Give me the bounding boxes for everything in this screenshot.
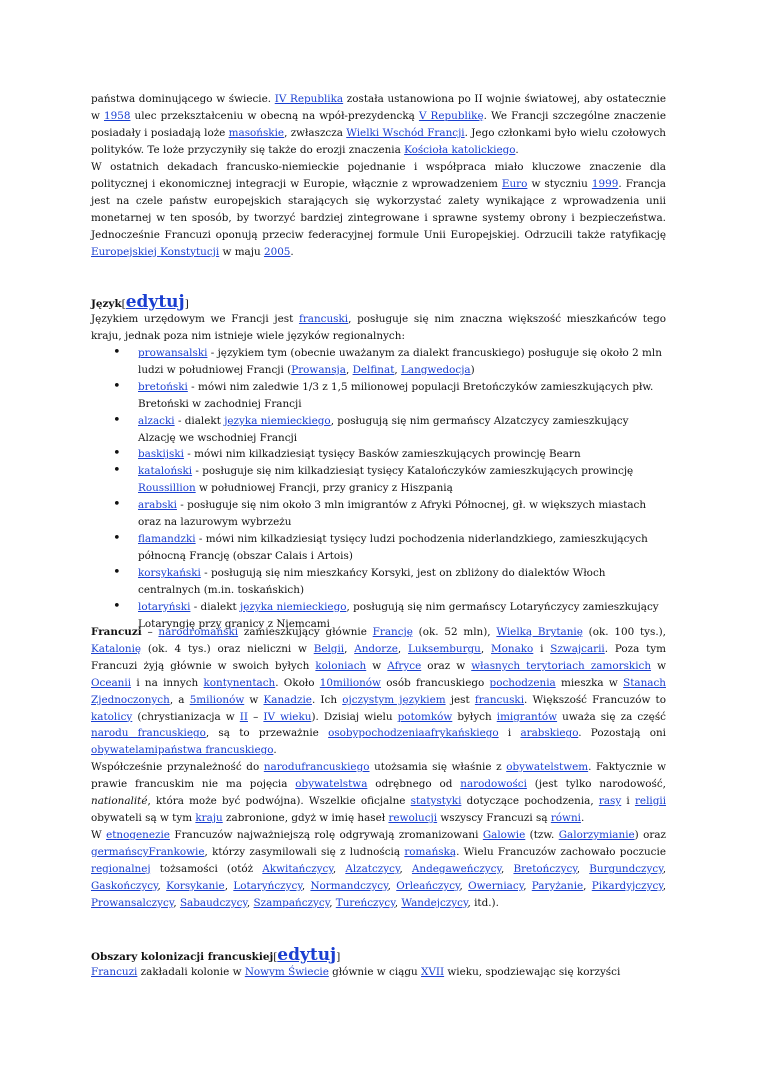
separator: , xyxy=(523,879,532,892)
text: byłych xyxy=(452,710,497,723)
text: państwa dominującego w świecie. xyxy=(91,93,275,105)
link-francuski[interactable]: francuski xyxy=(298,313,349,325)
text: - posługuje się nim około 3 mln imigrantów z Afryki Północnej, gł. w większych miastach oraz na lazurowym wybrzeżu xyxy=(138,499,647,529)
heading-obszary-kolonizacji xyxy=(91,946,340,966)
list-item xyxy=(91,463,666,497)
link-imigranci[interactable]: imigrantów xyxy=(496,710,558,723)
link-europejska-konstytucja[interactable]: Europejskiej Konstytucji xyxy=(91,245,220,258)
link-region-group[interactable]: Sabaudczycy xyxy=(179,896,247,909)
text: i xyxy=(621,794,635,807)
text: , posługuje się nim znaczna większość mieszkańców tego kraju, jednak poza nim istnieje wiele języków regionalnych: xyxy=(91,313,667,342)
text: w xyxy=(244,693,264,706)
link-galorzymianie[interactable]: Galorzymianie xyxy=(558,829,635,841)
link-szwajcaria[interactable]: Szwajcarii xyxy=(550,642,605,655)
text: została ustanowiona po II wojnie światowej, aby ostatecznie w xyxy=(91,93,666,122)
link-francuzi[interactable]: Francuzi xyxy=(91,966,138,978)
text: . xyxy=(290,245,294,258)
text: oraz w xyxy=(421,659,472,672)
link-euro[interactable]: Euro xyxy=(501,177,528,190)
text: (jest tylko narodowość, xyxy=(526,777,666,790)
link-narod-francuski[interactable]: narodufrancuskiego xyxy=(263,761,370,773)
text: , xyxy=(344,642,355,655)
edit-link-obszary-kolonizacji[interactable]: edytuj xyxy=(277,945,337,965)
link-region-group[interactable]: Szampańczycy xyxy=(253,896,330,909)
paragraph-integration xyxy=(91,159,666,260)
text: , xyxy=(394,363,401,376)
text: zakładali kolonie w xyxy=(137,966,245,978)
list-item xyxy=(91,413,666,447)
text: (ok. 4 tys.) oraz nieliczni w xyxy=(141,642,314,655)
text: , itd.). xyxy=(467,896,499,909)
text: dotyczące pochodzenia, xyxy=(461,794,599,807)
paragraph-languages-intro xyxy=(91,311,666,345)
link-etnogeneza[interactable]: etnogenezie xyxy=(106,829,170,841)
text: w xyxy=(366,659,388,672)
edit-link-jezyk[interactable]: edytuj xyxy=(125,292,185,312)
link-roussillion[interactable]: Roussillion xyxy=(138,482,196,495)
separator: , xyxy=(301,879,311,892)
link-5-milionow[interactable]: 5milionów xyxy=(189,693,245,706)
link-narodowosc[interactable]: narodowości xyxy=(460,777,527,790)
list-item xyxy=(91,446,666,463)
text: . Jego członkami było wielu czołowych polityków. Te loże przyczyniły się także do erozji znaczenia xyxy=(91,126,666,156)
separator: , xyxy=(500,862,514,875)
text: utożsamia się właśnie z xyxy=(369,761,507,773)
list-item xyxy=(91,497,666,531)
link-katalonia[interactable]: Katalonię xyxy=(91,642,142,655)
link-oceania[interactable]: Oceanii xyxy=(91,676,132,689)
link-masonskie[interactable]: masońskie xyxy=(228,126,285,139)
text: Językiem urzędowym we Francji jest xyxy=(91,313,299,325)
link-prowansalski[interactable]: prowansalski xyxy=(138,347,208,359)
link-region-group[interactable]: Akwitańczycy xyxy=(262,862,333,875)
paragraph-ethnogenesis xyxy=(91,827,666,912)
link-nowy-swiat[interactable]: Nowym Świecie xyxy=(244,966,329,978)
text: - mówi nim zaledwie 1/3 z 1,5 milionowej populacji Bretończyków zamieszkujących płw. Bretoński w zachodniej Francji xyxy=(138,380,654,410)
text: zabronione, gdyż w imię haseł xyxy=(222,811,389,824)
heading-title: Obszary kolonizacji francuskiej xyxy=(91,951,274,963)
link-arabski[interactable]: arabski xyxy=(138,499,177,512)
link-germanscy-frankowie[interactable]: germańscyFrankowie xyxy=(91,845,205,858)
text: i xyxy=(533,642,551,655)
link-region-group[interactable]: Korsykanie xyxy=(166,879,225,892)
separator: , xyxy=(576,862,590,875)
text: jest xyxy=(445,693,475,706)
text: W ostatnich dekadach francusko-niemieckie pojednanie i współpraca miało kluczowe znaczenie dla politycznej i ekonomicznej integracji w Europie, włącznie z wprowadzeniem xyxy=(91,161,666,190)
link-region-group[interactable]: Pikardyjczycy xyxy=(591,879,663,892)
text: , zwłaszcza xyxy=(284,126,347,139)
text: ulec przekształceniu w obecną na wpół-prezydencką xyxy=(130,109,419,122)
text: i na innych xyxy=(131,676,204,689)
link-obywatele-francji[interactable]: obywatelamipaństwa francuskiego xyxy=(91,744,274,757)
text: Francuzów najważniejszą rolę odgrywają zromanizowani xyxy=(169,829,483,841)
link-kosciol-katolicki[interactable]: Kościoła katolickiego xyxy=(404,143,516,156)
link-andora[interactable]: Andorze xyxy=(354,642,398,655)
link-belgia[interactable]: Belgii xyxy=(313,642,345,655)
text: . Pozostają oni xyxy=(578,727,666,740)
text: , są to przeważnie xyxy=(205,727,329,740)
text: ). Dzisiaj wielu xyxy=(311,710,398,723)
link-v-republika[interactable]: V Republikę xyxy=(418,109,484,122)
link-flamandzki[interactable]: flamandzki xyxy=(138,532,196,545)
bracket: ] xyxy=(184,298,189,310)
link-rasy[interactable]: rasy xyxy=(598,794,622,807)
text: wszyscy Francuzi są xyxy=(437,811,551,824)
link-narod-francuski[interactable]: narodu francuskiego xyxy=(91,727,206,740)
link-terytoria-zamorskie[interactable]: własnych terytoriach zamorskich xyxy=(471,659,652,672)
text: (ok. 100 tys.), xyxy=(582,626,666,638)
link-jezyk-niemiecki[interactable]: języka niemieckiego xyxy=(224,414,331,427)
text: – xyxy=(248,710,264,723)
text: , xyxy=(480,642,491,655)
link-arabskie[interactable]: arabskiego xyxy=(520,727,579,740)
list-item xyxy=(91,565,666,599)
text: (tzw. xyxy=(525,829,559,841)
link-iv-wiek[interactable]: IV wieku xyxy=(263,710,312,723)
text: - dialekt xyxy=(174,414,225,427)
separator: , xyxy=(662,862,667,875)
text: , xyxy=(345,363,353,376)
link-region-group[interactable]: Prowansalczycy xyxy=(91,896,174,909)
text: wieku, spodziewając się korzyści xyxy=(444,966,621,978)
text: . xyxy=(273,744,277,757)
text: tożsamości (otóż xyxy=(150,862,263,875)
text: , posługują się nim germańscy Lotaryńczycy zamieszkujący Lotaryngię przy granicy z Niemcami xyxy=(138,600,659,630)
link-region-group[interactable]: Alzatczycy xyxy=(345,862,400,875)
link-kontynenty[interactable]: kontynentach xyxy=(203,676,276,689)
link-luksemburg[interactable]: Luksemburgu xyxy=(408,642,481,655)
text: . Ich xyxy=(311,693,343,706)
text: - mówi nim kilkadziesiąt tysięcy Basków zamieszkujących prowincję Bearn xyxy=(183,448,581,461)
link-jezyk-niemiecki[interactable]: języka niemieckiego xyxy=(239,600,347,613)
link-obywatelstwo[interactable]: obywatelstwa xyxy=(295,777,368,790)
link-delfinat[interactable]: Delfinat xyxy=(352,363,395,376)
text: . xyxy=(515,143,519,156)
text: uważa się za część xyxy=(557,710,666,723)
text: . We Francji szczególne znaczenie posiadały i posiadają loże xyxy=(91,109,666,139)
text: - językiem tym (obecnie uważanym za dialekt francuskiego) posługuje się około 2 mln ludzi w południowej Francji ( xyxy=(138,347,662,376)
text: odrębnego od xyxy=(367,777,461,790)
text: w xyxy=(651,659,666,672)
link-region-group[interactable]: Gaskończycy xyxy=(91,879,158,892)
heading-jezyk xyxy=(91,293,189,313)
text: . Faktycznie w prawie francuskim nie ma pojęcia xyxy=(91,761,666,790)
text: , xyxy=(397,642,408,655)
text: w maju xyxy=(219,245,264,258)
link-francja[interactable]: Francję xyxy=(372,626,413,638)
link-katolicy[interactable]: katolicy xyxy=(91,710,133,723)
text: - dialekt xyxy=(190,600,240,613)
list-item xyxy=(91,379,666,413)
link-galowie[interactable]: Galowie xyxy=(482,829,526,841)
text: ) oraz xyxy=(634,829,667,841)
link-region-group[interactable]: Burgundczycy xyxy=(589,862,663,875)
link-ojczysty-jezyk[interactable]: ojczystym językiem xyxy=(342,693,446,706)
link-kraj[interactable]: kraju xyxy=(195,811,223,824)
link-region-group[interactable]: Tureńczycy xyxy=(335,896,395,909)
separator: , xyxy=(399,862,412,875)
link-region-group[interactable]: Owerniacy xyxy=(468,879,524,892)
link-region-group[interactable]: Bretończycy xyxy=(513,862,577,875)
separator: , xyxy=(246,896,254,909)
link-iv-republika[interactable]: IV Republika xyxy=(274,93,344,105)
link-francuski[interactable]: francuski xyxy=(474,693,525,706)
list-item xyxy=(91,531,666,565)
text: osób francuskiego xyxy=(380,676,490,689)
link-regionalna[interactable]: regionalnej xyxy=(91,862,151,875)
text: - mówi nim kilkadziesiąt tysięcy ludzi pochodzenia niderlandzkiego, zamieszkujących północną Francję (obszar Calais i Artois) xyxy=(138,532,648,562)
link-wielka-brytania[interactable]: Wielką Brytanię xyxy=(496,626,583,638)
separator: , xyxy=(662,879,667,892)
text: mieszka w xyxy=(555,676,624,689)
link-rewolucja[interactable]: rewolucji xyxy=(388,811,438,824)
link-baskijski[interactable]: baskijski xyxy=(138,448,184,461)
list-item xyxy=(91,345,666,379)
paragraph-citizenship xyxy=(91,759,666,827)
link-alzacki[interactable]: alzacki xyxy=(138,414,175,427)
text: , a xyxy=(169,693,190,706)
link-obywatelstwo[interactable]: obywatelstwem xyxy=(506,761,589,773)
text: , posługują się nim germańscy Alzatczycy zamieszkujący Alzację we wschodniej Francji xyxy=(138,414,629,444)
text: . Większość Francuzów to xyxy=(524,693,666,706)
term-nationalite: nationalité xyxy=(91,794,148,807)
link-1958[interactable]: 1958 xyxy=(103,109,131,122)
link-wielki-wschod-francji[interactable]: Wielki Wschód Francji xyxy=(346,126,465,139)
text: w styczniu xyxy=(527,177,592,190)
link-statystyki[interactable]: statystyki xyxy=(410,794,462,807)
text: (chrystianizacja w xyxy=(132,710,240,723)
heading-title: Język xyxy=(91,298,122,310)
regional-languages-list xyxy=(91,345,666,632)
link-romanska[interactable]: romańską xyxy=(404,845,457,858)
text: . Wielu Francuzów zachowało poczucie xyxy=(456,845,666,858)
link-region-group[interactable]: Lotaryńczycy xyxy=(233,879,302,892)
text: w południowej Francji, przy granicy z Hiszpanią xyxy=(195,482,453,495)
link-korsykanski[interactable]: korsykański xyxy=(138,566,201,579)
text: (ok. 52 mln), xyxy=(412,626,497,638)
bracket: ] xyxy=(336,951,341,963)
link-region-group[interactable]: Paryżanie xyxy=(531,879,584,892)
link-region-group[interactable]: Orleańczycy xyxy=(396,879,460,892)
separator: , xyxy=(329,896,336,909)
link-afryka[interactable]: Afryce xyxy=(387,659,422,672)
link-rowni[interactable]: równi xyxy=(550,811,581,824)
link-1999[interactable]: 1999 xyxy=(591,177,619,190)
text: . Około xyxy=(275,676,320,689)
text: W xyxy=(91,829,107,841)
link-ii-wiek[interactable]: II xyxy=(239,710,248,723)
link-lotarynski[interactable]: lotaryński xyxy=(138,600,191,613)
link-pochodzenie-afrykanskie[interactable]: osobypochodzeniaafrykańskiego xyxy=(328,727,499,740)
paragraph-francuzi xyxy=(91,624,666,759)
text: - posługują się nim mieszkańcy Korsyki, jest on zbliżony do dialektów Włoch centralnych (m.in. toskańskich) xyxy=(138,566,606,596)
link-katalonski[interactable]: kataloński xyxy=(138,465,193,478)
separator: , xyxy=(394,896,402,909)
separator: , xyxy=(332,862,346,875)
text: zamieszkujący głównie xyxy=(238,626,373,638)
text: . xyxy=(580,811,585,824)
link-monako[interactable]: Monako xyxy=(490,642,534,655)
text: i xyxy=(498,727,521,740)
text: Współcześnie przynależność do xyxy=(91,761,264,773)
link-bretonski[interactable]: bretoński xyxy=(138,380,188,393)
link-10-milionow[interactable]: 10milionów xyxy=(319,676,381,689)
separator: , xyxy=(173,896,180,909)
paragraph-republics xyxy=(91,91,666,159)
link-pochodzenie[interactable]: pochodzenia xyxy=(489,676,556,689)
link-kanada[interactable]: Kanadzie xyxy=(263,693,312,706)
link-region-group[interactable]: Wandejczycy xyxy=(401,896,468,909)
text: - posługuje się nim kilkadziesiąt tysięcy Katalończyków zamieszkujących prowincję xyxy=(192,465,634,478)
text: ) xyxy=(470,363,475,376)
link-kolonie[interactable]: koloniach xyxy=(315,659,367,672)
text: głównie w ciągu xyxy=(328,966,421,978)
link-prowansja[interactable]: Prowansja xyxy=(291,363,346,376)
link-religia[interactable]: religii xyxy=(634,794,667,807)
text: . Poza tym Francuzi żyją głównie w swoich byłych xyxy=(91,642,667,672)
separator: , xyxy=(583,879,592,892)
text: , która może być podwójna). Wszelkie oficjalne xyxy=(147,794,411,807)
link-stany-zjednoczone[interactable]: Stanach Zjednoczonych xyxy=(91,676,666,706)
term-francuzi: Francuzi xyxy=(91,626,142,638)
separator: , xyxy=(387,879,397,892)
link-region-group[interactable]: Andegaweńczycy xyxy=(411,862,501,875)
text: , którzy zasymilowali się z ludnością xyxy=(204,845,405,858)
text: – xyxy=(141,626,159,638)
bracket: [ xyxy=(121,298,126,310)
link-region-group[interactable]: Normandczycy xyxy=(310,879,388,892)
separator: , xyxy=(459,879,469,892)
link-narod-romanski[interactable]: narodromański xyxy=(158,626,239,638)
bracket: [ xyxy=(273,951,278,963)
link-langwedocja[interactable]: Langwedocja xyxy=(400,363,471,376)
link-xvii[interactable]: XVII xyxy=(420,966,445,978)
paragraph-colonization xyxy=(91,964,666,981)
separator: , xyxy=(157,879,167,892)
text: obywateli są w tym xyxy=(91,811,196,824)
text: . Francja jest na czele państw europejskich starających się wykorzystać zalety wynikające z wprowadzenia unii monetarnej w ten sposób, by tworzyć bardziej zintegrowane i sprawne systemy obrony i bezpieczeństwa. Jednocześnie Francuzi oponują przeciw federacyjnej formule Unii Europejskiej. Odrzucili także ratyfikację xyxy=(91,177,666,241)
link-potomkowie[interactable]: potomków xyxy=(397,710,453,723)
link-2005[interactable]: 2005 xyxy=(263,245,291,258)
separator: , xyxy=(224,879,234,892)
